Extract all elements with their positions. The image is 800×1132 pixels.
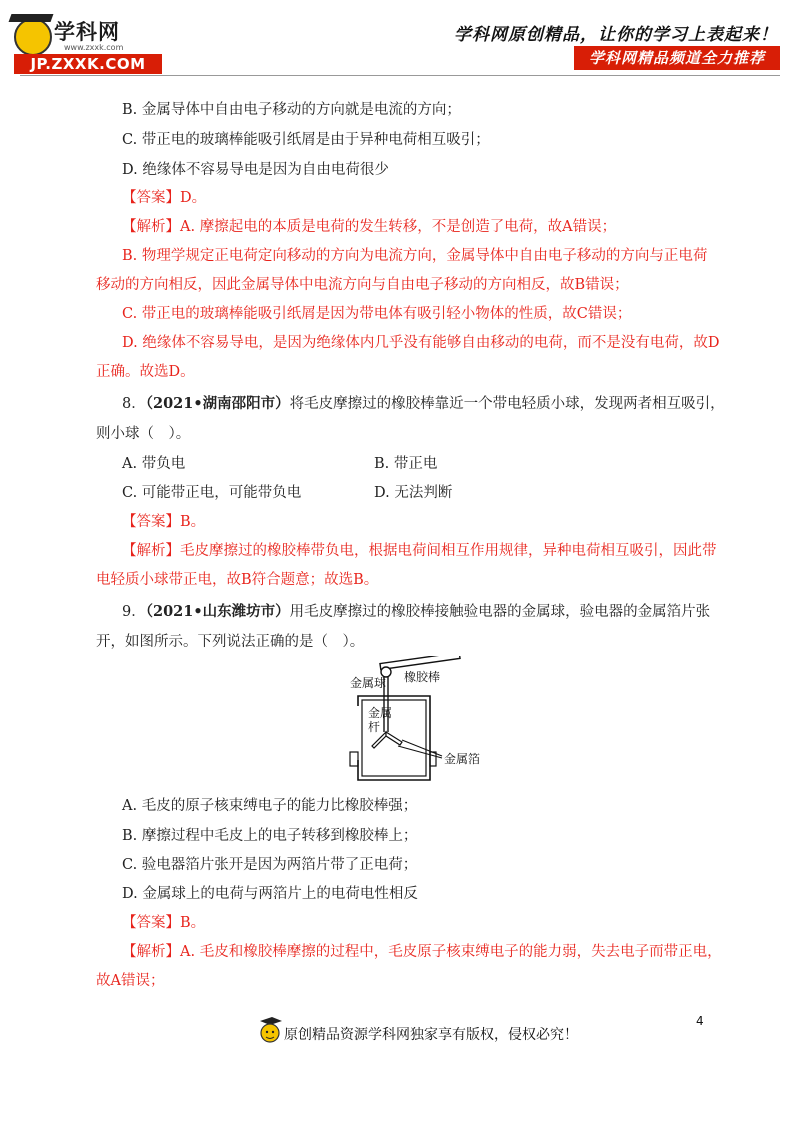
q8-analysis-line: 电轻质小球带正电，故B符合题意；故选B。 xyxy=(96,572,379,588)
q8-answer: 【答案】B。 xyxy=(122,514,206,530)
q8-option-b: B. 带正电 xyxy=(374,456,438,472)
label-rubber-rod: 橡胶棒 xyxy=(404,670,441,684)
q7-analysis-line: 移动的方向相反，因此金属导体中电流方向与自由电子移动的方向相反，故B错误； xyxy=(96,277,629,293)
q9-stem xyxy=(122,602,710,622)
q9-stem-1: 用毛皮摩擦过的橡胶棒接触验电器的金属球，验电器的金属箔片张 xyxy=(289,604,711,620)
header-divider xyxy=(20,75,780,76)
q9-option-a: A. 毛皮的原子核束缚电子的能力比橡胶棒强； xyxy=(122,798,418,814)
label-metal-stem-top: 金属 xyxy=(368,706,393,720)
header-banner: 学科网精品频道全力推荐 xyxy=(574,46,780,70)
q8-option-c: C. 可能带正电，可能带负电 xyxy=(122,485,302,501)
q8-stem xyxy=(122,394,725,414)
logo-brand: 学科网 xyxy=(54,20,120,44)
label-metal-ball: 金属球 xyxy=(350,676,387,690)
label-metal-stem-bottom: 杆 xyxy=(368,720,381,734)
logo-sub: www.zxxk.com xyxy=(64,43,124,52)
q9-answer: 【答案】B。 xyxy=(122,915,206,931)
q8-source: （2021•湖南邵阳市） xyxy=(145,395,290,412)
header-slogan: 学科网原创精品，让你的学习上表起来！ xyxy=(454,25,778,45)
page-footer xyxy=(0,1010,800,1070)
q7-answer: 【答案】D。 xyxy=(122,190,207,206)
q8-stem-1: 将毛皮摩擦过的橡胶棒靠近一个带电轻质小球，发现两者相互吸引， xyxy=(289,396,725,412)
q8-number: 8． xyxy=(122,396,146,412)
page-number: 4 xyxy=(696,1014,704,1028)
metal-foil-right xyxy=(386,732,402,745)
q8-option-a: A. 带负电 xyxy=(122,456,186,472)
logo xyxy=(8,14,168,76)
q7-analysis-line: B. 物理学规定正电荷定向移动的方向为电流方向，金属导体中自由电子移动的方向与正电荷 xyxy=(122,248,708,264)
logo-domain: JP.ZXXK.COM xyxy=(14,54,162,74)
q8-stem-2: 则小球（ ）。 xyxy=(96,426,191,442)
mascot-icon xyxy=(258,1015,282,1047)
q9-source: （2021•山东潍坊市） xyxy=(145,603,290,620)
q9-option-d: D. 金属球上的电荷与两箔片上的电荷电性相反 xyxy=(122,886,418,902)
q7-analysis-line: D. 绝缘体不容易导电，是因为绝缘体内几乎没有能够自由移动的电荷，而不是没有电荷，故D xyxy=(122,335,720,351)
q7-analysis-line: 【解析】A. 摩擦起电的本质是电荷的发生转移，不是创造了电荷，故A错误； xyxy=(122,219,617,235)
label-metal-foil: 金属箔 xyxy=(444,752,481,766)
electroscope-figure xyxy=(340,656,490,786)
q7-analysis-line: 正确。故选D。 xyxy=(96,364,195,380)
footer-copyright: 原创精品资源学科网独家享有版权，侵权必究！ xyxy=(284,1027,578,1043)
q9-analysis-line: 故A错误； xyxy=(96,973,165,989)
graduation-cap-icon xyxy=(9,14,54,22)
q9-option-b: B. 摩擦过程中毛皮上的电子转移到橡胶棒上； xyxy=(122,828,418,844)
q7-analysis-line: C. 带正电的玻璃棒能吸引纸屑是因为带电体有吸引轻小物体的性质，故C错误； xyxy=(122,306,632,322)
q7-option-c: C. 带正电的玻璃棒能吸引纸屑是由于异种电荷相互吸引； xyxy=(122,132,490,148)
q7-option-b: B. 金属导体中自由电子移动的方向就是电流的方向； xyxy=(122,102,461,118)
q7-option-d: D. 绝缘体不容易导电是因为自由电荷很少 xyxy=(122,162,389,178)
q8-analysis-line: 【解析】毛皮摩擦过的橡胶棒带负电，根据电荷间相互作用规律，异种电荷相互吸引，因此带 xyxy=(122,543,717,559)
q8-option-d: D. 无法判断 xyxy=(374,485,453,501)
q9-number: 9． xyxy=(122,604,146,620)
page-header xyxy=(0,0,800,80)
q9-stem-2: 开，如图所示。下列说法正确的是（ ）。 xyxy=(96,634,365,650)
q9-option-c: C. 验电器箔片张开是因为两箔片带了正电荷； xyxy=(122,857,418,873)
q9-analysis-line: 【解析】A. 毛皮和橡胶棒摩擦的过程中，毛皮原子核束缚电子的能力弱，失去电子而带正电， xyxy=(122,944,722,960)
mascot-icon xyxy=(14,18,52,56)
